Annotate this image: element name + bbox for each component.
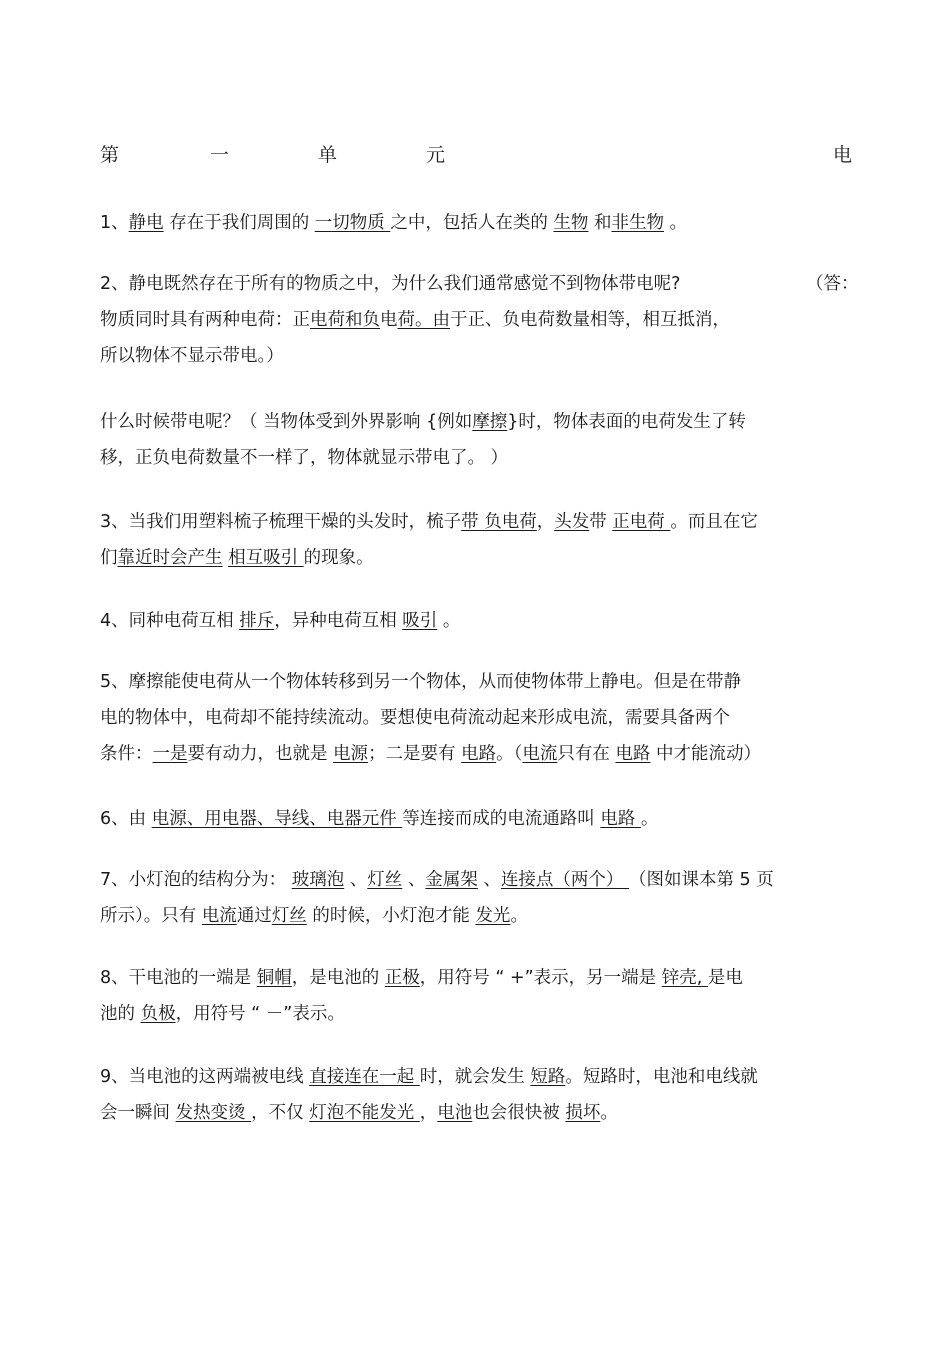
answer-blank: 吸引: [402, 611, 438, 631]
text: 池的: [100, 1004, 141, 1024]
answer-blank: 金属架: [425, 870, 478, 890]
text: （图如课本第 5 页: [629, 870, 774, 890]
text: 条件：: [100, 744, 153, 764]
question-line: [100, 266, 859, 302]
question-2-followup: [100, 404, 850, 476]
page-title: [100, 140, 852, 170]
text: ，: [419, 1103, 438, 1123]
title-char: 一: [210, 144, 230, 166]
text: 等连接而成的电流通路叫: [402, 809, 601, 829]
answer-blank: 一是: [152, 744, 188, 764]
text: 。: [640, 809, 659, 829]
text: 8、干电池的一端是: [100, 968, 257, 988]
text: ，用符号 “ +”表示，另一端是: [419, 968, 662, 988]
question-line: [100, 504, 850, 540]
text: 、: [477, 870, 501, 890]
text: 1、: [100, 213, 129, 233]
question-line: 5、摩擦能使电荷从一个物体转移到另一个物体，从而使物体带上静电。但是在带静: [100, 672, 742, 692]
question-6: [100, 801, 850, 837]
title-char: 元: [426, 144, 446, 166]
text: 物质同时具有两种电荷：正: [100, 310, 310, 330]
text: 于正、负电荷数量相等，相互抵消，: [450, 310, 730, 330]
answer-blank: 荷。由: [397, 310, 450, 330]
text: ，不仅: [251, 1103, 310, 1123]
text: 会一瞬间: [100, 1103, 176, 1123]
answer-blank: 静电: [128, 213, 164, 233]
title-char: 电: [833, 144, 853, 166]
answer-blank: 损坏: [565, 1103, 601, 1123]
answer-blank: 负极: [140, 1004, 176, 1024]
text: 2、静电既然存在于所有的物质之中，为什么我们通常感觉不到物体带电呢?: [100, 274, 681, 294]
answer-blank: 电池: [437, 1103, 473, 1123]
text: 。: [437, 611, 461, 631]
question-5: [100, 664, 850, 772]
question-line: [100, 801, 850, 837]
answer-blank: 短路: [530, 1067, 566, 1087]
question-line: [100, 1095, 850, 1131]
answer-blank: 靠近时会产生: [117, 548, 223, 568]
answer-blank: 排斥: [239, 611, 275, 631]
text: 9、当电池的这两端被电线: [100, 1067, 310, 1087]
question-8: [100, 960, 850, 1032]
answer-blank: 电路: [600, 809, 641, 829]
answer-blank: 发热变烫: [175, 1103, 252, 1123]
answer-blank: 电源: [333, 744, 369, 764]
text: 。（: [496, 744, 523, 764]
question-line: [100, 1059, 850, 1095]
question-line: 所以物体不显示带电。）: [100, 346, 284, 366]
answer-blank: 相互吸引: [228, 548, 304, 568]
text: 要有动力，也就是: [187, 744, 334, 764]
text: 7、小灯泡的结构分为：: [100, 870, 292, 890]
text: 。短路时，电池和电线就: [565, 1067, 758, 1087]
question-line: [100, 898, 850, 934]
answer-blank: 正极: [384, 968, 420, 988]
question-line: [100, 603, 850, 639]
text: 什么时候带电呢？（ 当物体受到外界影响 {例如: [100, 412, 473, 432]
answer-blank: 电路: [615, 744, 651, 764]
question-4: [100, 603, 850, 639]
answer-blank: 铜帽: [256, 968, 292, 988]
text: 的时候，小灯泡才能: [306, 906, 476, 926]
answer-blank: 负电荷: [484, 512, 537, 532]
question-line: [100, 960, 850, 996]
answer-blank: 灯丝: [367, 870, 403, 890]
text: 是电: [707, 968, 743, 988]
text: ；二是要有: [368, 744, 462, 764]
answer-blank: 灯丝: [271, 906, 307, 926]
text: 和: [588, 213, 612, 233]
text: ，用符号 “ －”表示。: [175, 1004, 345, 1024]
text: ，: [536, 512, 555, 532]
text: 。: [510, 906, 528, 926]
answer-blank: 一切物质: [314, 213, 391, 233]
answer-blank: 正电荷: [612, 512, 671, 532]
question-line: [100, 404, 850, 440]
text: 时，就会发生: [419, 1067, 531, 1087]
answer-blank: 连接点（两个）: [500, 870, 629, 890]
text: 的现象。: [303, 548, 374, 568]
text: 存在于我们周围的: [163, 213, 315, 233]
title-char: 单: [318, 144, 338, 166]
answer-blank: 发光: [475, 906, 511, 926]
text: 。: [600, 1103, 618, 1123]
question-2: [100, 266, 859, 374]
answer-blank: 直接连在一起: [309, 1067, 420, 1087]
question-line: 移，正负电荷数量不一样了，物体就显示带电了。 ）: [100, 448, 509, 468]
text: 、: [402, 870, 426, 890]
text: ，异种电荷互相: [274, 611, 403, 631]
text: ，是电池的: [291, 968, 385, 988]
text: 。: [663, 213, 688, 233]
answer-blank: 生物: [553, 213, 589, 233]
text: 带: [589, 512, 613, 532]
question-line: [100, 540, 850, 576]
question-line: [100, 996, 850, 1032]
text: （答：: [806, 274, 859, 294]
text: 电: [380, 310, 398, 330]
answer-blank: 摩擦: [472, 412, 508, 432]
text: 也会很快被: [472, 1103, 566, 1123]
text: 中才能流动）: [650, 744, 762, 764]
text: 们: [100, 548, 118, 568]
text: 6、由: [100, 809, 152, 829]
question-line: [100, 302, 850, 338]
answer-blank: 头发: [554, 512, 590, 532]
text: 通过: [236, 906, 272, 926]
question-line: 电的物体中，电荷却不能持续流动。要想使电荷流动起来形成电流，需要具备两个: [100, 708, 730, 728]
question-3: [100, 504, 850, 576]
question-line: [100, 736, 850, 772]
text: 之中，包括人在类的: [390, 213, 554, 233]
question-line: [100, 205, 850, 241]
question-1: [100, 205, 850, 241]
text: 只有在: [557, 744, 616, 764]
answer-blank: 电流: [201, 906, 237, 926]
text: 4、同种电荷互相: [100, 611, 240, 631]
answer-blank: 电流: [522, 744, 558, 764]
answer-blank: 玻璃泡: [291, 870, 345, 890]
answer-blank: 带: [461, 512, 485, 532]
text: 。而且在它: [670, 512, 758, 532]
title-char: 第: [100, 144, 120, 166]
answer-blank: 电荷和负: [310, 310, 380, 330]
question-9: [100, 1059, 850, 1131]
text: 3、当我们用塑料梳子梳理干燥的头发时，梳子: [100, 512, 462, 532]
question-line: [100, 862, 850, 898]
text: 、: [344, 870, 368, 890]
answer-blank: 锌壳,: [661, 968, 708, 988]
answer-blank: 电源、用电器、导线、电器元件: [151, 809, 403, 829]
text: }时，物体表面的电荷发生了转: [507, 412, 746, 432]
answer-blank: 电路: [461, 744, 497, 764]
answer-blank: 灯泡不能发光: [309, 1103, 420, 1123]
answer-blank: 非生物: [611, 213, 664, 233]
text: 所示）。只有: [100, 906, 202, 926]
question-7: [100, 862, 850, 934]
